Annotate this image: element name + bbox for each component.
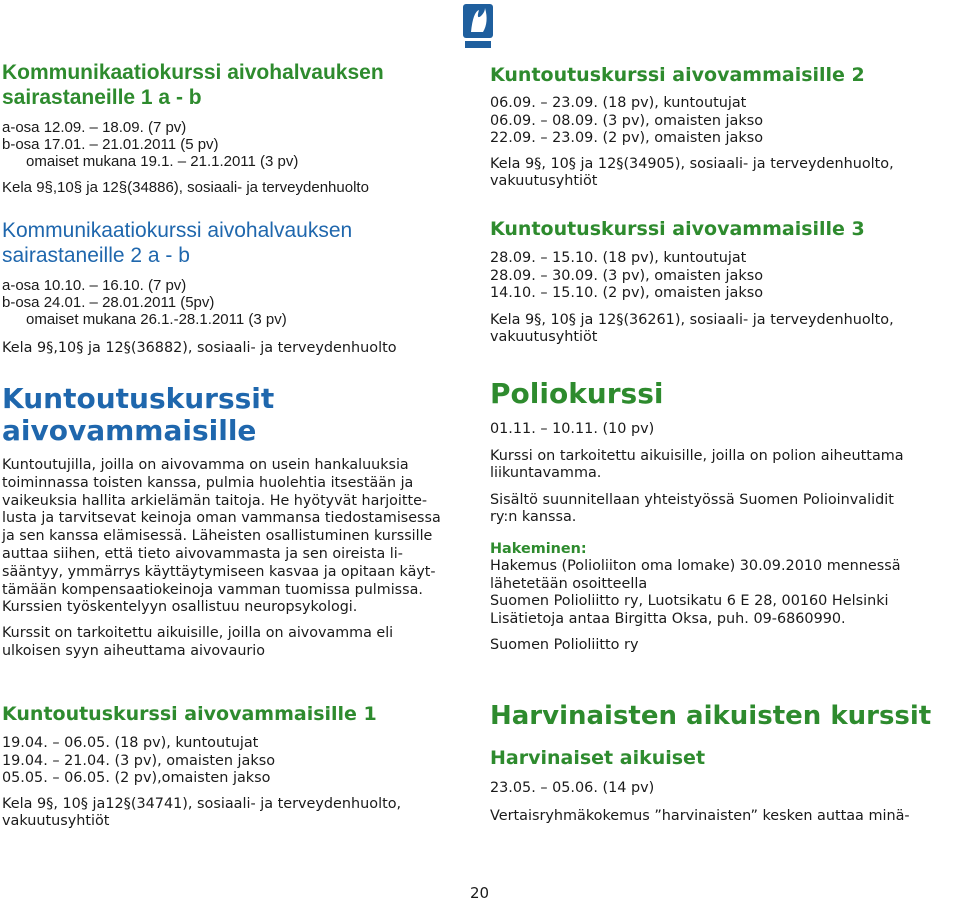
course2-date-family: omaiset mukana 26.1.-28.1.2011 (3 pv) [26,311,287,328]
course5-date-family1: 28.09. – 30.09. (3 pv), omaisten jakso [490,267,764,284]
rehab-p1-line: tämään kompensaatiokeinoja vamman tuomissa pulmissa. [2,581,423,598]
rehab-p1-line: vaikeuksia hallita arkielämän taitoja. He hyötyvät harjoitte- [2,492,428,509]
rehab-paragraph-1 [2,457,441,617]
course2-title [2,218,397,268]
polio-course [490,377,904,655]
course5-kela-insurers: vakuutusyhtiöt [490,329,598,345]
course1-title-line2: sairastaneille 1 a - b [2,86,202,109]
course2-kela: Kela 9§,10§ ja 12§(36882), sosiaali- ja terveydenhuolto [2,340,397,356]
polio-description: Kurssi on tarkoitettu aikuisille, joilla on polion aiheuttama [490,447,904,464]
polio-description-cont: liikuntavamma. [490,465,602,481]
course2-date-a: a-osa 10.10. – 16.10. (7 pv) [2,277,187,294]
course2-title-line2: sairastaneille 2 a - b [2,244,190,267]
course4-title: Kuntoutuskurssi aivovammaisille 2 [490,64,865,86]
course3-date-rehab: 19.04. – 06.05. (18 pv), kuntoutujat [2,735,259,751]
rehab-p1-line: Kuntoutujilla, joilla on aivovamma on usein hankaluuksia [2,457,409,473]
course5-title: Kuntoutuskurssi aivovammaisille 3 [490,218,865,240]
polio-title: Poliokurssi [490,377,664,410]
apply-line: lähetetään osoitteella [490,575,648,592]
apply-address: Suomen Polioliitto ry, Luotsikatu 6 E 28, 00160 Helsinki [490,593,889,609]
rehab-p2-line: ulkoisen syyn aiheuttama aivovaurio [2,642,266,659]
rehab-p2-line: Kurssit on tarkoitettu aikuisille, joilla on aivovamma eli [2,625,394,642]
rehab-title-line1: Kuntoutuskurssit [2,382,275,415]
course3-date-family2: 05.05. – 06.05. (2 pv),omaisten jakso [2,770,271,786]
course4-date-rehab: 06.09. – 23.09. (18 pv), kuntoutujat [490,95,747,111]
apply-contact: Lisätietoja antaa Birgitta Oksa, puh. 09-6860990. [490,610,846,627]
rehab-p1-line: ja sen kanssa elämisessä. Läheisten osallistuminen kurssille [2,528,433,545]
course5-kela: Kela 9§, 10§ ja 12§(36261), sosiaali- ja terveydenhuolto, [490,311,894,328]
course1-date-family: omaiset mukana 19.1. – 21.1.2011 (3 pv) [26,153,299,170]
course3-kela: Kela 9§, 10§ ja12§(34741), sosiaali- ja terveydenhuolto, [2,795,402,812]
polio-date: 01.11. – 10.11. (10 pv) [490,421,655,437]
course4 [490,63,894,191]
course4-date-family2: 22.09. – 23.09. (2 pv), omaisten jakso [490,130,764,146]
course5 [490,217,894,347]
rare-adults-text: Vertaisryhmäkokemus ”harvinaisten” kesken auttaa minä- [490,807,910,824]
rehab-p1-line: auttaa siihen, että tieto aivovammasta ja sen oireista li- [2,545,403,562]
course3-title: Kuntoutuskurssi aivovammaisille 1 [2,703,377,725]
course2 [2,218,397,358]
rare-adults-date: 23.05. – 05.06. (14 pv) [490,780,655,796]
rehab-p1-line: Kurssien työskentelyyn osallistuu neuropsykologi. [2,599,358,616]
rehab-p1-line: toiminnassa toisten kanssa, pulmia huolehtia itsestään ja [2,474,414,491]
rehab-section [2,383,441,661]
course3 [2,702,401,831]
apply-line: Hakemus (Polioliiton oma lomake) 30.09.2010 mennessä [490,558,901,574]
course3-kela-insurers: vakuutusyhtiöt [2,813,110,829]
course1 [2,60,384,196]
course4-kela-insurers: vakuutusyhtiöt [490,173,598,189]
apply-heading: Hakeminen: [490,540,587,557]
page-number: 20 [470,884,490,902]
rare-adults-section [490,700,931,825]
rare-adults-title: Harvinaisten aikuisten kurssit [490,701,932,731]
course1-kela: Kela 9§,10§ ja 12§(34886), sosiaali- ja terveydenhuolto [2,179,369,196]
rehab-section-title [2,383,441,447]
course3-date-family1: 19.04. – 21.04. (3 pv), omaisten jakso [2,752,276,769]
course1-date-b: b-osa 17.01. – 21.01.2011 (5 pv) [2,136,219,153]
rehab-paragraph-2 [2,625,441,661]
polio-organization: Suomen Polioliitto ry [490,637,639,653]
polio-content-cont: ry:n kanssa. [490,509,577,525]
course1-date-a: a-osa 12.09. – 18.09. (7 pv) [2,119,187,136]
course4-date-family1: 06.09. – 08.09. (3 pv), omaisten jakso [490,112,764,129]
rehab-p1-line: sääntyy, ymmärrys käyttäytymiseen kasvaa ja opitaan käyt- [2,563,436,580]
logo [463,4,493,50]
course5-date-family2: 14.10. – 15.10. (2 pv), omaisten jakso [490,285,764,301]
polio-content: Sisältö suunnitellaan yhteistyössä Suomen Polioinvalidit [490,491,894,508]
course1-title [2,60,384,110]
rehab-p1-line: lusta ja tarvitsevat keinoja oman vammansa tiedostamisessa [2,510,441,527]
course4-kela: Kela 9§, 10§ ja 12§(34905), sosiaali- ja terveydenhuolto, [490,155,894,172]
rehab-title-line2: aivovammaisille [2,414,257,447]
course5-date-rehab: 28.09. – 15.10. (18 pv), kuntoutujat [490,250,747,266]
course1-title-line1: Kommunikaatiokurssi aivohalvauksen [2,61,384,84]
course2-date-b: b-osa 24.01. – 28.01.2011 (5pv) [2,294,215,311]
course2-title-line1: Kommunikaatiokurssi aivohalvauksen [2,219,353,242]
rare-adults-subtitle: Harvinaiset aikuiset [490,747,706,769]
